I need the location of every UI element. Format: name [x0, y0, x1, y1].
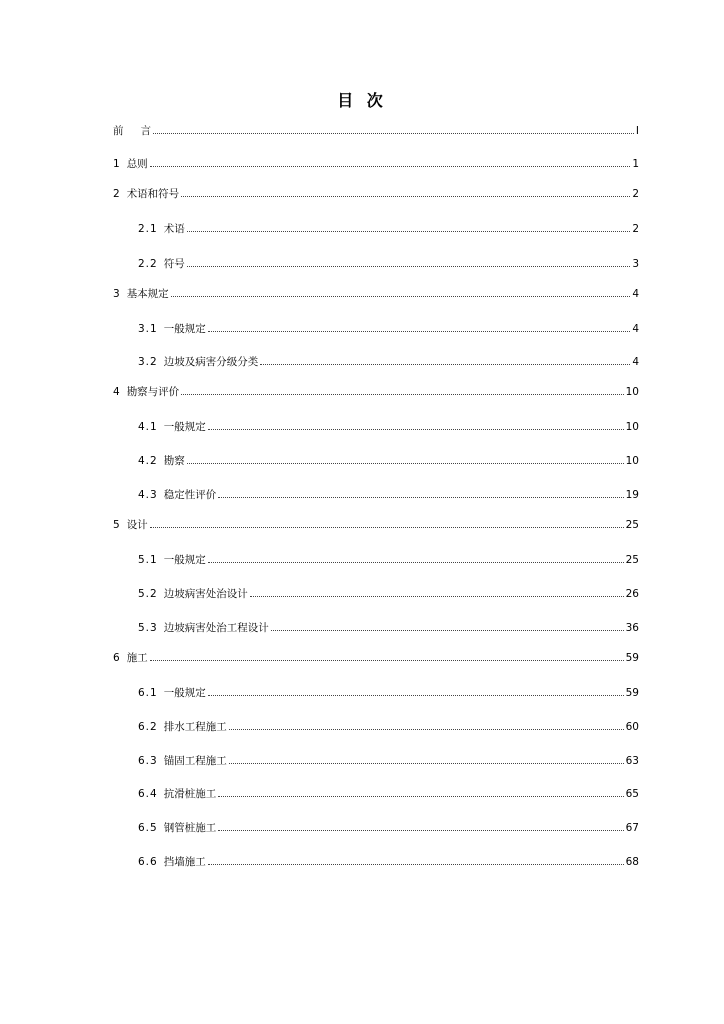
- toc-entry-number: 4.3: [138, 489, 158, 501]
- toc-entry-number: 4: [113, 386, 121, 398]
- page-title: 目 次: [337, 91, 387, 110]
- toc-page-number: 59: [625, 687, 639, 699]
- toc-entry[interactable]: [138, 257, 639, 271]
- toc-leader-dots: [171, 296, 631, 297]
- toc-page-number: 36: [625, 622, 639, 634]
- toc-entry-number: 6: [113, 652, 121, 664]
- toc-entry-label: 挡墙施工: [163, 856, 206, 868]
- toc-entry[interactable]: [138, 454, 639, 468]
- toc-entry-label: 钢管桩施工: [163, 822, 217, 834]
- toc-entry-label: 术语和符号: [126, 188, 180, 200]
- toc-page-number: 10: [625, 421, 639, 433]
- toc-entry-number: 前: [113, 125, 125, 137]
- toc-entry-label: 边坡病害处治设计: [163, 588, 248, 600]
- toc-entry-label: 勘察与评价: [126, 386, 180, 398]
- toc-leader-dots: [218, 830, 623, 831]
- toc-entry-label: 边坡病害处治工程设计: [163, 622, 269, 634]
- toc-page-number: 4: [632, 356, 639, 368]
- toc-entry[interactable]: [113, 187, 639, 201]
- toc-page-number: 65: [625, 788, 639, 800]
- toc-entry[interactable]: [113, 385, 639, 399]
- toc-leader-dots: [208, 562, 624, 563]
- toc-entry-number: 3.2: [138, 356, 158, 368]
- toc-entry-number: 2.1: [138, 223, 158, 235]
- toc-page-number: 19: [625, 489, 639, 501]
- toc-leader-dots: [260, 364, 630, 365]
- toc-entry[interactable]: [138, 553, 639, 567]
- toc-entry[interactable]: [138, 355, 639, 369]
- toc-page-number: 25: [625, 554, 639, 566]
- toc-leader-dots: [271, 630, 624, 631]
- toc-page-number: 67: [625, 822, 639, 834]
- toc-entry[interactable]: [138, 222, 639, 236]
- toc-entry[interactable]: [113, 124, 639, 138]
- toc-leader-dots: [208, 864, 624, 865]
- toc-leader-dots: [187, 231, 631, 232]
- toc-leader-dots: [208, 331, 631, 332]
- toc-entry[interactable]: [113, 651, 639, 665]
- toc-leader-dots: [208, 429, 624, 430]
- toc-leader-dots: [187, 463, 624, 464]
- toc-entry[interactable]: [138, 420, 639, 434]
- toc-entry[interactable]: [138, 686, 639, 700]
- toc-entry-label: 一般规定: [163, 323, 206, 335]
- toc-entry-number: 6.4: [138, 788, 158, 800]
- toc-entry-number: 5.1: [138, 554, 158, 566]
- toc-entry-number: 5.2: [138, 588, 158, 600]
- toc-page-number: 3: [632, 258, 639, 270]
- toc-page-number: 4: [632, 323, 639, 335]
- toc-entry-label: 稳定性评价: [163, 489, 217, 501]
- toc-entry-number: 6.5: [138, 822, 158, 834]
- toc-page-number: 2: [632, 223, 639, 235]
- toc-entry[interactable]: [138, 855, 639, 869]
- toc-page-number: 2: [632, 188, 639, 200]
- toc-page-number: 59: [625, 652, 639, 664]
- toc-entry-label: 基本规定: [126, 288, 169, 300]
- toc-entry-label: 一般规定: [163, 687, 206, 699]
- toc-page-number: 10: [625, 455, 639, 467]
- toc-leader-dots: [229, 763, 624, 764]
- toc-leader-dots: [181, 394, 623, 395]
- toc-page-number: 60: [625, 721, 639, 733]
- toc-page-number: 25: [625, 519, 639, 531]
- toc-leader-dots: [153, 133, 634, 134]
- toc-leader-dots: [150, 660, 624, 661]
- toc-entry-number: 1: [113, 158, 121, 170]
- toc-leader-dots: [187, 266, 631, 267]
- toc-entry-label: 术语: [163, 223, 185, 235]
- toc-entry-number: 2.2: [138, 258, 158, 270]
- toc-entry-label: 边坡及病害分级分类: [163, 356, 259, 368]
- toc-entry[interactable]: [113, 157, 639, 171]
- toc-page-number: 10: [625, 386, 639, 398]
- toc-entry-label: 抗滑桩施工: [163, 788, 217, 800]
- toc-leader-dots: [181, 196, 630, 197]
- toc-entry-label: 勘察: [163, 455, 185, 467]
- toc-entry-number: 3.1: [138, 323, 158, 335]
- toc-entry-number: 2: [113, 188, 121, 200]
- toc-leader-dots: [229, 729, 624, 730]
- toc-entry-label: 总则: [126, 158, 148, 170]
- toc-leader-dots: [150, 527, 624, 528]
- toc-entry-label: 符号: [163, 258, 185, 270]
- toc-page-number: 1: [632, 158, 639, 170]
- toc-entry-number: 6.6: [138, 856, 158, 868]
- toc-page-number: 26: [625, 588, 639, 600]
- toc-entry[interactable]: [138, 821, 639, 835]
- toc-entry-number: 5: [113, 519, 121, 531]
- toc-entry[interactable]: [138, 754, 639, 768]
- toc-leader-dots: [218, 497, 623, 498]
- toc-page-number: 4: [632, 288, 639, 300]
- toc-entry[interactable]: [138, 720, 639, 734]
- toc-entry-label: 设计: [126, 519, 148, 531]
- toc-entry-label: 施工: [126, 652, 148, 664]
- toc-page-number: 63: [625, 755, 639, 767]
- toc-entry-number: 3: [113, 288, 121, 300]
- toc-entry[interactable]: [113, 287, 639, 301]
- toc-entry-number: 6.2: [138, 721, 158, 733]
- toc-entry-number: 4.1: [138, 421, 158, 433]
- toc-entry[interactable]: [138, 322, 639, 336]
- toc-entry-number: 5.3: [138, 622, 158, 634]
- toc-entry-number: 4.2: [138, 455, 158, 467]
- toc-leader-dots: [250, 596, 624, 597]
- toc-entry-label: 锚固工程施工: [163, 755, 227, 767]
- toc-entry-label: 言: [140, 125, 151, 137]
- toc-leader-dots: [218, 796, 623, 797]
- toc-page-number: 68: [625, 856, 639, 868]
- toc-entry-label: 一般规定: [163, 554, 206, 566]
- toc-page-number: I: [635, 125, 639, 137]
- toc-entry[interactable]: [138, 621, 639, 635]
- toc-leader-dots: [208, 695, 624, 696]
- toc-entry-label: 一般规定: [163, 421, 206, 433]
- toc-entry[interactable]: [113, 518, 639, 532]
- toc-entry[interactable]: [138, 587, 639, 601]
- toc-entry-number: 6.3: [138, 755, 158, 767]
- toc-entry[interactable]: [138, 488, 639, 502]
- toc-leader-dots: [150, 166, 631, 167]
- toc-entry[interactable]: [138, 787, 639, 801]
- toc-entry-label: 排水工程施工: [163, 721, 227, 733]
- toc-entry-number: 6.1: [138, 687, 158, 699]
